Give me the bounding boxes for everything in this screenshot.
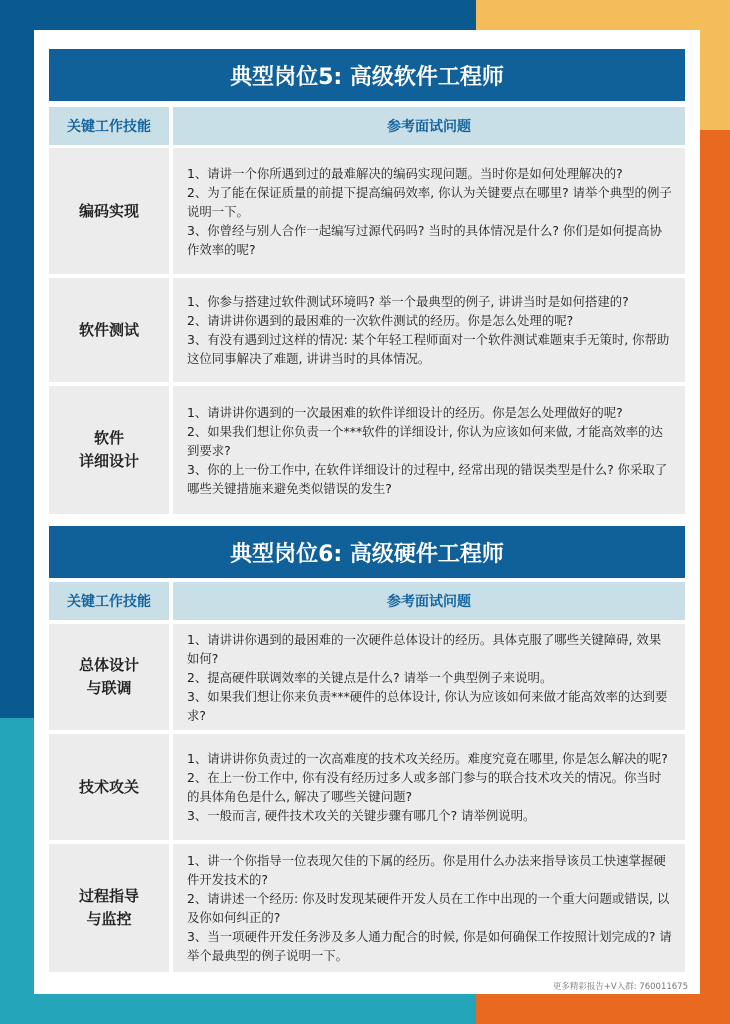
question-item: 3、一般而言, 硬件技术攻关的关键步骤有哪几个? 请举例说明。	[187, 808, 536, 823]
question-item: 1、讲一个你指导一位表现欠佳的下属的经历。你是用什么办法来指导该员工快速掌握硬件开发技术的?	[187, 853, 666, 887]
questions-cell	[173, 148, 685, 274]
question-item: 3、有没有遇到过这样的情况: 某个年轻工程师面对一个软件测试难题束手无策时, 你帮助这位同事解决了难题, 讲讲当时的具体情况。	[187, 332, 670, 366]
background-teal-left	[0, 718, 34, 1024]
question-item: 2、提高硬件联调效率的关键点是什么? 请举一个典型例子来说明。	[187, 669, 553, 685]
skill-cell	[49, 624, 169, 730]
questions-cell	[173, 278, 685, 382]
header-questions: 参考面试问题	[173, 582, 685, 620]
skill-label: 软件	[93, 429, 124, 447]
question-item: 1、请讲讲你遇到的一次最困难的软件详细设计的经历。你是怎么处理做好的呢?	[187, 404, 623, 420]
question-item: 3、如果我们想让你来负责***硬件的总体设计, 你认为应该如何来做才能高效率的达到要求?	[187, 688, 668, 723]
skill-cell	[49, 844, 169, 972]
question-item: 2、如果我们想让你负责一个***软件的详细设计, 你认为应该如何来做, 才能高效率的达到要求?	[187, 423, 663, 458]
section-title: 典型岗位6: 高级硬件工程师	[49, 526, 685, 578]
question-item: 3、你的上一份工作中, 在软件详细设计的过程中, 经常出现的错误类型是什么? 你采取了哪些关键措施来避免类似错误的发生?	[187, 461, 668, 496]
skill-label: 总体设计	[78, 656, 139, 674]
footer-note: 更多精彩报告+V入群: 760011675	[552, 982, 688, 992]
question-item: 1、请讲讲你遇到的最困难的一次硬件总体设计的经历。具体克服了哪些关键障碍, 效果如何?	[187, 631, 662, 666]
question-item: 2、在上一份工作中, 你有没有经历过多人或多部门参与的联合技术攻关的情况。你当时的具体角色是什么, 解决了哪些关键问题?	[187, 770, 662, 804]
question-item: 1、请讲讲你负责过的一次高难度的技术攻关经历。难度究竟在哪里, 你是怎么解决的呢?	[187, 751, 668, 766]
question-item: 1、你参与搭建过软件测试环境吗? 举一个最典型的例子, 讲讲当时是如何搭建的?	[187, 294, 629, 309]
background-orange-right	[700, 130, 730, 1024]
content-card	[34, 30, 700, 994]
question-item: 2、为了能在保证质量的前提下提高编码效率, 你认为关键要点在哪里? 请举个典型的例子说明一下。	[187, 184, 672, 219]
skill-cell	[49, 278, 169, 382]
question-item: 2、请讲讲你遇到的最困难的一次软件测试的经历。你是怎么处理的呢?	[187, 313, 574, 328]
question-item: 3、当一项硬件开发任务涉及多人通力配合的时候, 你是如何确保工作按照计划完成的? 请举个最典型的例子说明一下。	[187, 929, 672, 963]
questions-cell	[173, 386, 685, 514]
background-blue-left	[0, 0, 34, 718]
background-orange-bottom	[476, 994, 730, 1024]
questions-cell	[173, 734, 685, 840]
skill-cell	[49, 734, 169, 840]
skill-label: 软件测试	[78, 320, 139, 339]
section-title: 典型岗位5: 高级软件工程师	[49, 49, 685, 101]
header-questions: 参考面试问题	[173, 107, 685, 145]
question-item: 2、请讲述一个经历: 你及时发现某硬件开发人员在工作中出现的一个重大问题或错误, 以及你如何纠正的?	[187, 891, 670, 925]
questions-cell	[173, 624, 685, 730]
skill-label: 编码实现	[78, 201, 139, 220]
skill-label: 技术攻关	[78, 777, 139, 796]
questions-cell	[173, 844, 685, 972]
skill-label: 与联调	[86, 679, 132, 697]
skill-label: 与监控	[86, 910, 132, 928]
skill-cell	[49, 386, 169, 514]
header-skill: 关键工作技能	[49, 582, 169, 620]
question-item: 3、你曾经与别人合作一起编写过源代码吗? 当时的具体情况是什么? 你们是如何提高协作效率的呢?	[187, 222, 662, 257]
skill-label: 过程指导	[78, 887, 139, 905]
question-item: 1、请讲一个你所遇到过的最难解决的编码实现问题。当时你是如何处理解决的?	[187, 165, 623, 181]
skill-cell	[49, 148, 169, 274]
skill-label: 详细设计	[78, 452, 139, 470]
background-teal-bottom	[0, 994, 476, 1024]
background-blue-top	[0, 0, 476, 30]
header-skill: 关键工作技能	[49, 107, 169, 145]
